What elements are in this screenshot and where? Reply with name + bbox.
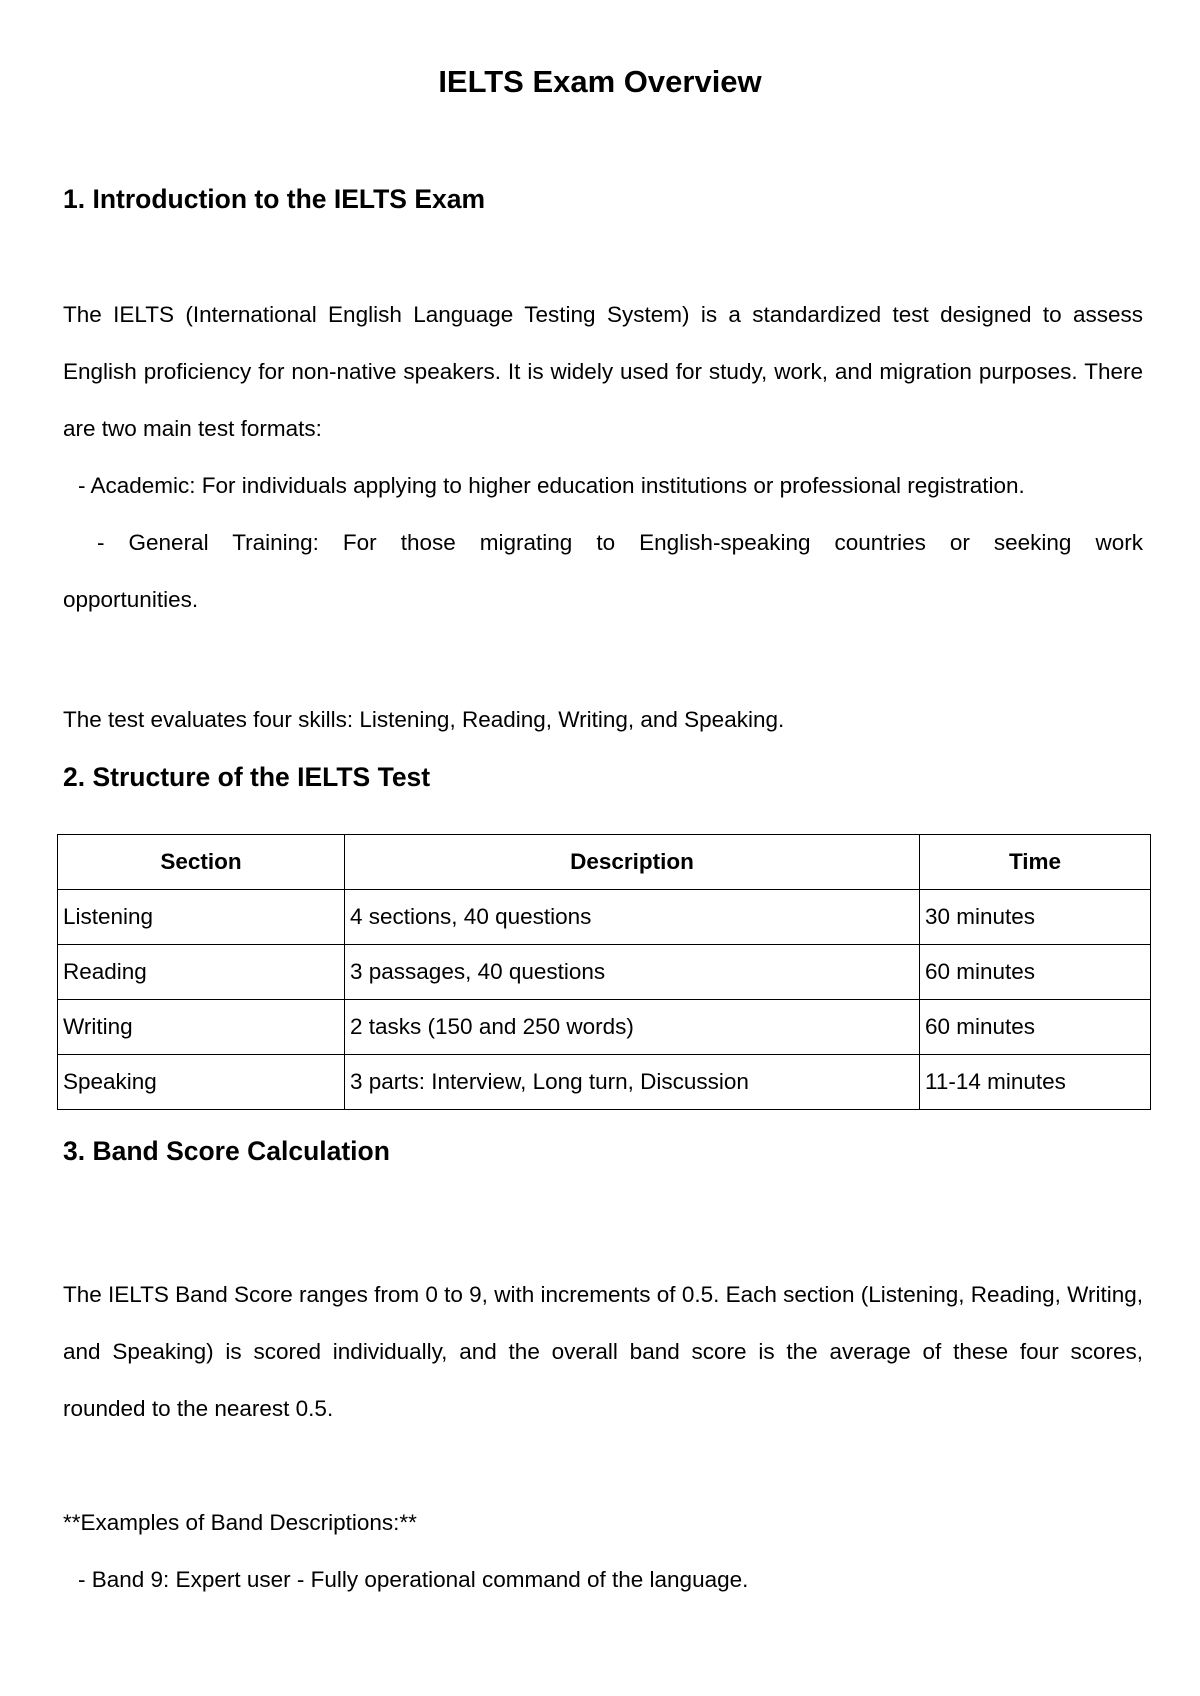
cell-description: 4 sections, 40 questions (345, 890, 920, 945)
cell-section: Writing (58, 1000, 345, 1055)
band-score-paragraph: The IELTS Band Score ranges from 0 to 9, with increments of 0.5. Each section (Listening, Reading, Writing, and Speaking) is scored individually, and the overall band score is the average of these four scores, rounded to the nearest 0.5. (63, 1282, 1143, 1421)
table-row (58, 890, 1151, 945)
table-header-row (58, 835, 1151, 890)
test-structure-table (57, 834, 1151, 1110)
academic-format-bullet: - Academic: For individuals applying to higher education institutions or professional registration. (78, 473, 1025, 498)
column-header-description: Description (345, 835, 920, 890)
general-training-bullet-continued: opportunities. (63, 587, 199, 612)
cell-time: 11-14 minutes (920, 1055, 1151, 1110)
cell-time: 60 minutes (920, 945, 1151, 1000)
skills-sentence: The test evaluates four skills: Listening, Reading, Writing, and Speaking. (63, 707, 785, 732)
table-row (58, 945, 1151, 1000)
table-row (58, 1055, 1151, 1110)
band-9-description: - Band 9: Expert user - Fully operational command of the language. (78, 1567, 749, 1592)
cell-description: 2 tasks (150 and 250 words) (345, 1000, 920, 1055)
section-heading-band-score: 3. Band Score Calculation (63, 1136, 390, 1166)
section-heading-introduction: 1. Introduction to the IELTS Exam (63, 184, 486, 214)
cell-time: 30 minutes (920, 890, 1151, 945)
column-header-time: Time (920, 835, 1151, 890)
band-examples-heading: **Examples of Band Descriptions:** (63, 1510, 417, 1535)
section-heading-structure: 2. Structure of the IELTS Test (63, 762, 431, 792)
cell-section: Listening (58, 890, 345, 945)
cell-description: 3 passages, 40 questions (345, 945, 920, 1000)
cell-description: 3 parts: Interview, Long turn, Discussion (345, 1055, 920, 1110)
cell-section: Reading (58, 945, 345, 1000)
general-training-bullet: - General Training: For those migrating to English-speaking countries or seeking work (97, 530, 1143, 555)
intro-paragraph: The IELTS (International English Language Testing System) is a standardized test designed to assess English proficiency for non-native speakers. It is widely used for study, work, and migration purposes. There are two main test formats: (63, 302, 1143, 441)
table-row (58, 1000, 1151, 1055)
page-title: IELTS Exam Overview (438, 64, 762, 99)
column-header-section: Section (58, 835, 345, 890)
cell-time: 60 minutes (920, 1000, 1151, 1055)
cell-section: Speaking (58, 1055, 345, 1110)
